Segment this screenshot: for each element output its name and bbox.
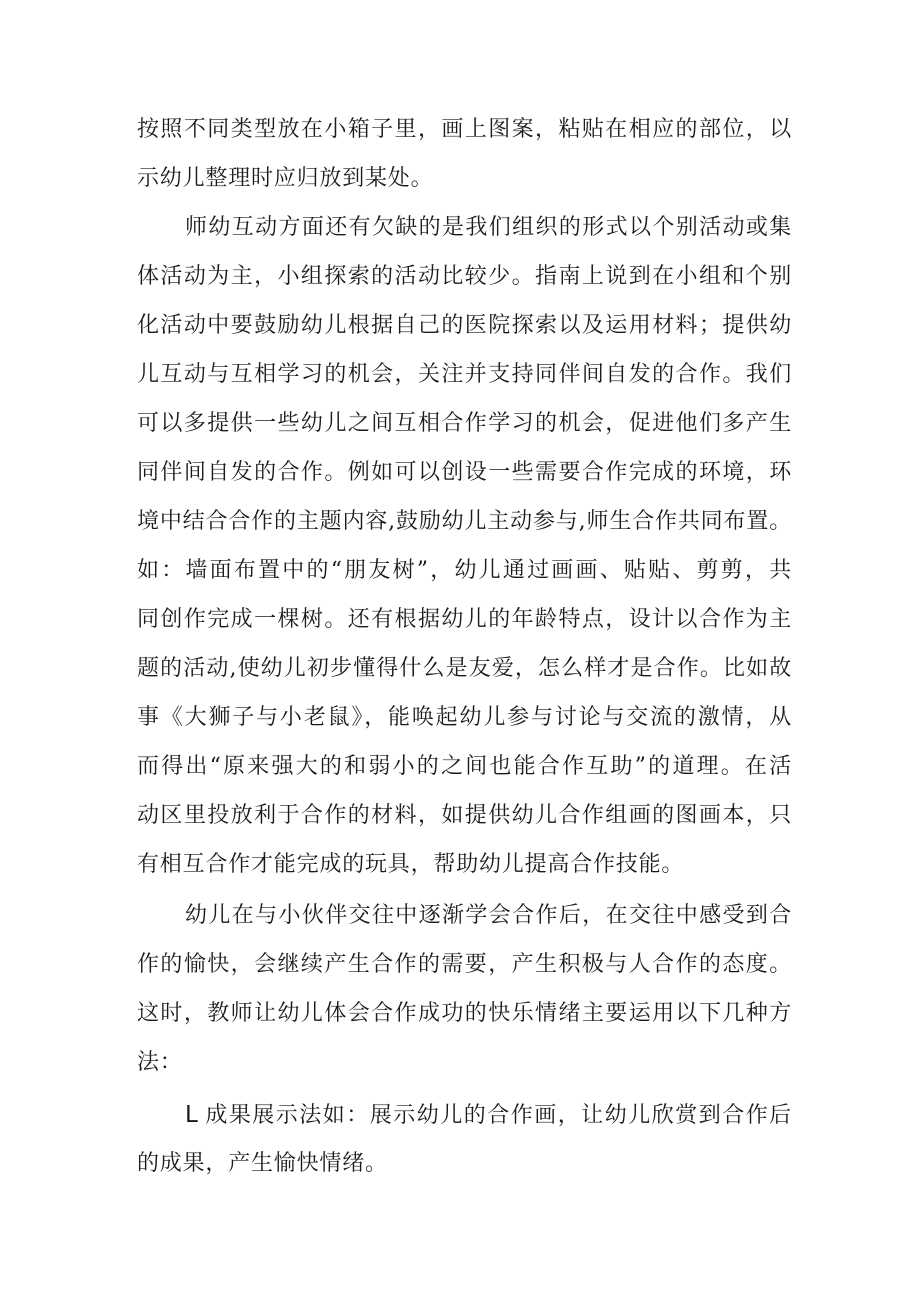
paragraph-4-line-2: 的成果，产生愉快情绪。 — [137, 1151, 388, 1176]
paragraph-3-line-1: 幼儿在与小伙伴交往中逐渐学会合作后，在交往中感受到合 — [185, 903, 792, 928]
list-marker: L — [185, 1102, 199, 1128]
paragraph-2-line-7: 境中结合合作的主题内容,鼓励幼儿主动参与,师生合作共同布置。 — [137, 509, 792, 534]
paragraph-2-line-13: 动区里投放利于合作的材料，如提供幼儿合作组画的图画本，只 — [137, 803, 792, 828]
paragraph-4-line-1-text: 成果展示法如：展示幼儿的合作画，让幼儿欣赏到合作后 — [204, 1103, 792, 1128]
paragraph-2-line-2: 体活动为主，小组探索的活动比较少。指南上说到在小组和个别 — [137, 264, 792, 289]
paragraph-2-line-12: 而得出“原来强大的和弱小的之间也能合作互助”的道理。在活 — [137, 754, 792, 779]
paragraph-1-line-1: 按照不同类型放在小箱子里，画上图案，粘贴在相应的部位，以 — [137, 117, 792, 142]
paragraph-2-line-6: 同伴间自发的合作。例如可以创设一些需要合作完成的环境，环 — [137, 460, 792, 485]
paragraph-2-line-5: 可以多提供一些幼儿之间互相合作学习的机会，促进他们多产生 — [137, 411, 792, 436]
paragraph-3-line-2: 作的愉快，会继续产生合作的需要，产生积极与人合作的态度。 — [137, 952, 792, 977]
paragraph-3-line-4: 法： — [137, 1050, 183, 1075]
paragraph-2-line-1: 师幼互动方面还有欠缺的是我们组织的形式以个别活动或集 — [185, 215, 792, 240]
paragraph-2-line-10: 题的活动,使幼儿初步懂得什么是友爱，怎么样才是合作。比如故 — [137, 656, 792, 681]
paragraph-2-line-9: 同创作完成一棵树。还有根据幼儿的年龄特点，设计以合作为主 — [137, 607, 792, 632]
paragraph-1-line-2: 示幼儿整理时应归放到某处。 — [137, 166, 434, 191]
paragraph-2-line-4: 儿互动与互相学习的机会，关注并支持同伴间自发的合作。我们 — [137, 362, 792, 387]
paragraph-2-line-14: 有相互合作才能完成的玩具，帮助幼儿提高合作技能。 — [137, 852, 685, 877]
paragraph-2-line-8: 如：墙面布置中的“朋友树”，幼儿通过画画、贴贴、剪剪，共 — [137, 558, 792, 583]
paragraph-2-line-11: 事《大狮子与小老鼠》，能唤起幼儿参与讨论与交流的激情，从 — [137, 705, 792, 730]
paragraph-2-line-3: 化活动中要鼓励幼儿根据自己的医院探索以及运用材料；提供幼 — [137, 313, 792, 338]
paragraph-3-line-3: 这时，教师让幼儿体会合作成功的快乐情绪主要运用以下几种方 — [137, 1001, 792, 1026]
paragraph-4-line-1 — [185, 1100, 792, 1130]
